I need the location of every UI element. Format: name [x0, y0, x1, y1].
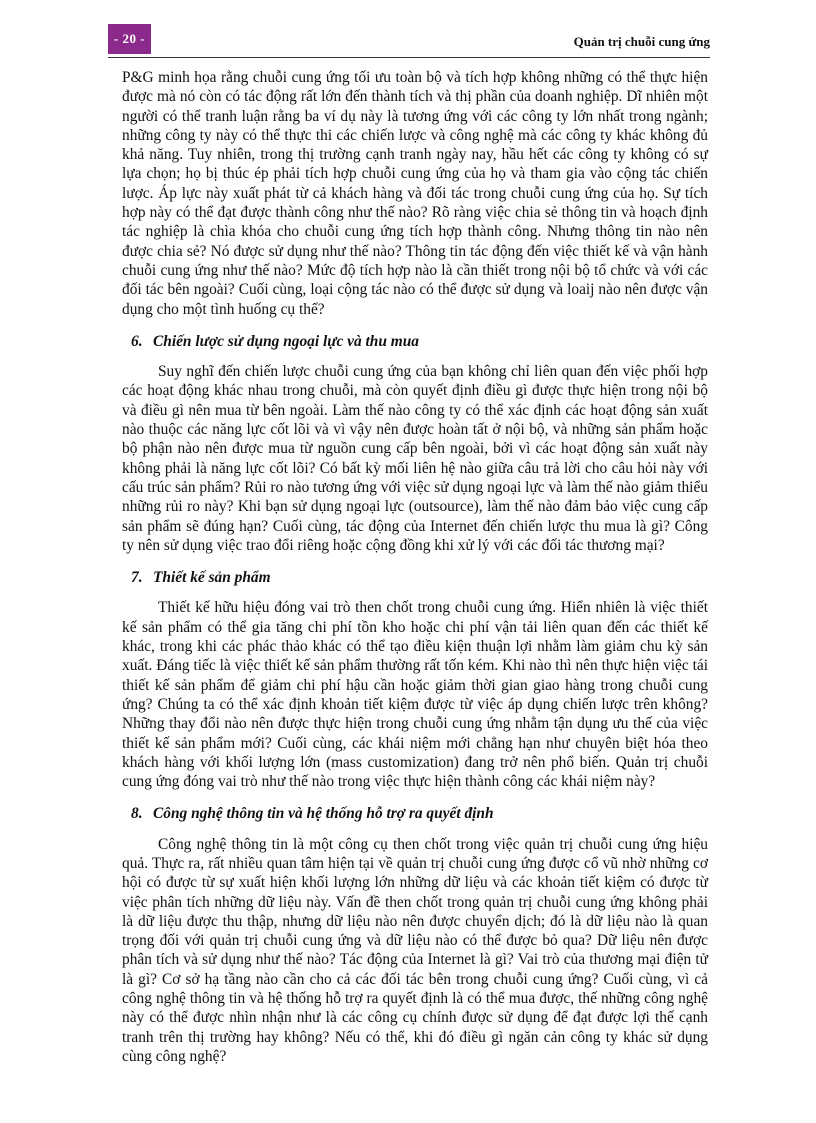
- running-title: Quản trị chuỗi cung ứng: [573, 34, 710, 49]
- page-number-badge: [108, 24, 151, 54]
- section-title: Chiến lược sử dụng ngoại lực và thu mua: [153, 332, 419, 350]
- header-rule: [108, 57, 710, 58]
- section-title: Thiết kế sản phẩm: [153, 569, 271, 587]
- section-heading-6: [122, 332, 708, 351]
- section-number: 8.: [131, 805, 143, 823]
- page-number: - 20 -: [113, 31, 146, 46]
- section-paragraph-8: Công nghệ thông tin là một công cụ then chốt trong việc quản trị chuỗi cung ứng hiệu quả. Thực ra, rất nhiều quan tâm hiện tại về quản trị chuỗi cung ứng được cổ vũ nhờ những cơ hội có được từ sự xuất hiện khối lượng lớn những dữ liệu và các khoản tiết kiệm có được từ việc phân tích những dữ liệu này. Vấn đề then chốt trong quản trị chuỗi cung ứng không phải là dữ liệu được thu thập, nhưng dữ liệu nào nên được chuyển dịch; đó là dữ liệu nào là quan trọng đối với quản trị chuỗi cung ứng và dữ liệu nào có thể được bỏ qua? Dữ liệu nên được phân tích và sử dụng như thế nào? Tác động của Internet là gì? Vai trò của thương mại điện tử là gì? Cơ sở hạ tầng nào cần cho cả các đối tác bên trong chuỗi cung ứng? Cuối cùng, vì cả công nghệ thông tin và hệ thống hỗ trợ ra quyết định là có thể mua được, thế những công nghệ này có thể được nhìn nhận như là các công cụ chính được sử dụng để đạt được lợi thế cạnh tranh trên thị trường hay không? Nếu có thể, khi đó điều gì ngăn cản công ty khác sử dụng cùng công nghệ?: [122, 835, 708, 1065]
- section-number: 6.: [131, 332, 143, 350]
- section-paragraph-7: Thiết kế hữu hiệu đóng vai trò then chốt trong chuỗi cung ứng. Hiển nhiên là việc thiết kế sản phẩm có thể gia tăng chi phí tồn kho hoặc chi phí vận tải liên quan đến các thiết kế khác, trong khi các phác thảo khác có thể tạo điều kiện thuận lợi nhằm làm giảm chu kỳ sản xuất. Đáng tiếc là việc thiết kế sản phẩm thường rất tốn kém. Khi nào thì nên thực hiện việc tái thiết kế sản phẩm để giảm chi phí hậu cần hoặc giảm thời gian giao hàng trong chuỗi cung ứng? Chúng ta có thể xác định khoản tiết kiệm được từ việc áp dụng chiến lược trên không? Những thay đổi nào nên được thực hiện trong chuỗi cung ứng nhằm tận dụng ưu thế của việc thiết kế sản phẩm mới? Cuối cùng, các khái niệm mới chẳng hạn như chuyên biệt hóa theo khách hàng với khối lượng lớn (mass customization) đang trở nên phổ biến. Quản trị chuỗi cung ứng đóng vai trò như thế nào trong việc thực hiện thành công các khái niệm này?: [122, 599, 708, 791]
- section-title: Công nghệ thông tin và hệ thống hỗ trợ ra quyết định: [153, 805, 494, 823]
- section-paragraph-6: Suy nghĩ đến chiến lược chuỗi cung ứng của bạn không chỉ liên quan đến việc phối hợp các hoạt động khác nhau trong chuỗi, mà còn quyết định điều gì được thực hiện trong nội bộ và điều gì nên mua từ bên ngoài. Làm thế nào công ty có thể xác định các hoạt động sản xuất nào thuộc các năng lực cốt lõi và vì vậy nên được hoàn tất ở nội bộ, và những sản phẩm hoặc bộ phận nào nên được mua từ nguồn cung cấp bên ngoài, bởi vì các hoạt động sản xuất này không phải là năng lực cốt lõi? Có bất kỳ mối liên hệ nào giữa câu trả lời cho câu hỏi này với cấu trúc sản phẩm? Rủi ro nào tương ứng với việc sử dụng ngoại lực và làm thế nào giảm thiểu những rủi ro này? Khi bạn sử dụng ngoại lực (outsource), làm thế nào đảm bảo việc cung cấp sản phẩm sẽ đúng hạn? Cuối cùng, tác động của Internet đến chiến lược thu mua là gì? Công ty nên sử dụng việc trao đổi riêng hoặc cộng đồng khi xử lý với các đối tác thương mại?: [122, 363, 708, 554]
- page-body: [122, 68, 708, 1066]
- section-number: 7.: [131, 569, 143, 587]
- intro-paragraph: P&G minh họa rằng chuỗi cung ứng tối ưu toàn bộ và tích hợp không những có thể thực hiện được mà nó còn có tác động rất lớn đến thành tích và thị phần của doanh nghiệp. Dĩ nhiên một người có thể tranh luận rằng ba ví dụ này là tương ứng với các công ty lớn nhất trong ngành; những công ty này có thể thực thi các chiến lược và công nghệ mà các công ty khác không đủ khả năng. Tuy nhiên, trong thị trường cạnh tranh ngày nay, hầu hết các công ty không có sự lựa chọn; họ bị thúc ép phải tích hợp chuỗi cung ứng của họ và tham gia vào cộng tác chiến lược. Áp lực này xuất phát từ cả khách hàng và đối tác trong chuỗi cung ứng của họ. Sự tích hợp này có thể đạt được thành công như thế nào? Rõ ràng việc chia sẻ thông tin và hoạch định tác nghiệp là chìa khóa cho chuỗi cung ứng tích hợp thành công. Nhưng thông tin nào nên được chia sẻ? Nó được sử dụng như thế nào? Thông tin tác động đến việc thiết kế và vận hành chuỗi cung ứng như thế nào? Mức độ tích hợp nào là cần thiết trong nội bộ tổ chức và với các đối tác bên ngoài? Cuối cùng, loại cộng tác nào có thể được sử dụng và loaij nào nên được vận dụng cho một tình huống cụ thể?: [122, 69, 708, 318]
- section-heading-8: [122, 804, 708, 823]
- section-heading-7: [122, 568, 708, 587]
